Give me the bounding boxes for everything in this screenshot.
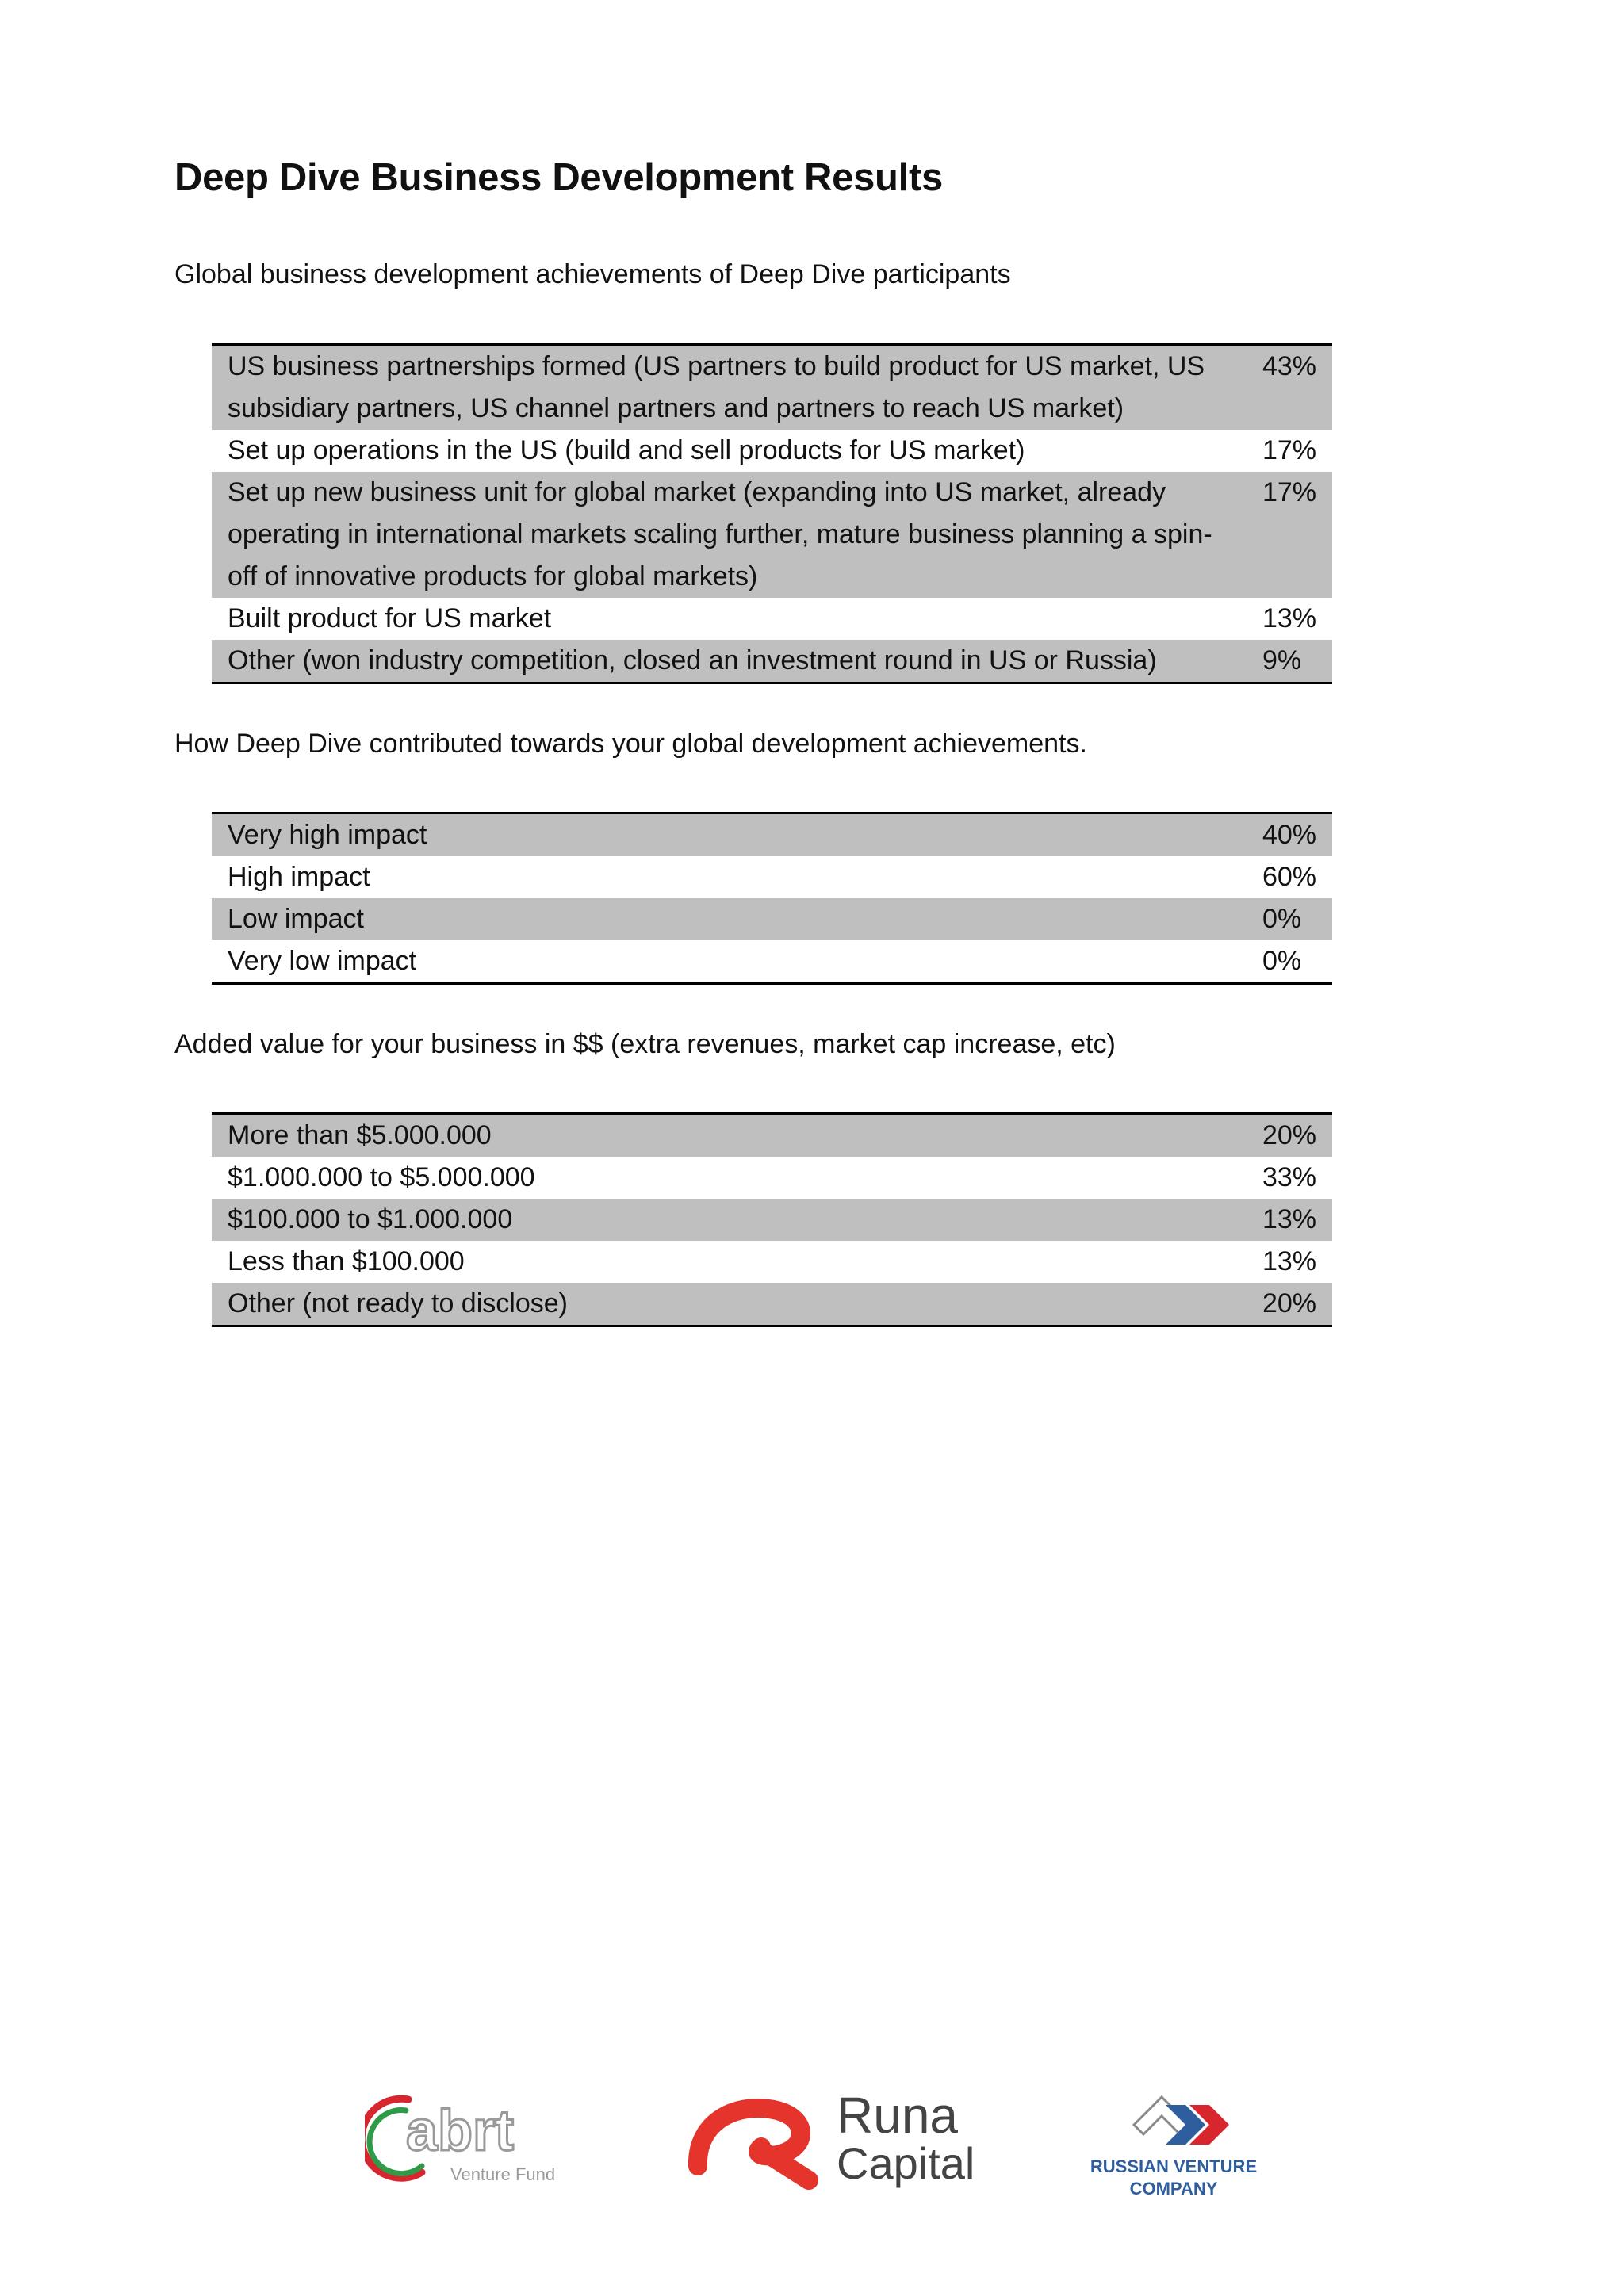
row-label: Built product for US market: [228, 603, 552, 633]
row-percentage: 13%: [1247, 1199, 1332, 1241]
page-title: Deep Dive Business Development Results: [174, 156, 943, 199]
row-label: US business partnerships formed (US partners to build product for US market, US subsidiary partners, US channel partners and partners to reach US market): [212, 345, 1247, 430]
abrt-tagline: Venture Fund: [450, 2164, 556, 2184]
abrt-wordmark: abrt: [406, 2099, 515, 2163]
row-label: Very low impact: [228, 946, 417, 976]
row-percentage: 0%: [1262, 946, 1302, 976]
table-row: [212, 940, 1332, 984]
row-label: $100.000 to $1.000.000: [212, 1199, 1247, 1241]
row-percentage: 20%: [1247, 1283, 1332, 1326]
added-value-table: [212, 1112, 1332, 1327]
row-label: High impact: [228, 862, 370, 892]
partner-logos: [365, 2077, 1269, 2220]
row-label: Very high impact: [212, 813, 1247, 857]
row-label: Low impact: [212, 898, 1247, 940]
row-label: Set up operations in the US (build and sell products for US market): [228, 435, 1025, 465]
row-percentage: 13%: [1262, 1246, 1316, 1276]
table-row: [212, 1241, 1332, 1283]
table-row: [212, 1114, 1332, 1158]
row-percentage: 43%: [1247, 345, 1332, 430]
table-row: [212, 640, 1332, 683]
row-label: Other (won industry competition, closed an investment round in US or Russia): [212, 640, 1247, 683]
abrt-venture-fund-logo: [365, 2077, 595, 2196]
table-row: [212, 430, 1332, 472]
section-intro-impact: How Deep Dive contributed towards your global development achievements.: [174, 729, 1087, 759]
table-row: [212, 598, 1332, 640]
table-row: [212, 1283, 1332, 1326]
table-row: [212, 345, 1332, 430]
row-percentage: 17%: [1262, 435, 1316, 465]
section-intro-added-value: Added value for your business in $$ (extra revenues, market cap increase, etc): [174, 1029, 1116, 1059]
rvc-line-2: COMPANY: [1129, 2179, 1218, 2198]
row-percentage: 9%: [1247, 640, 1332, 683]
runa-capital-logo: [682, 2077, 983, 2196]
row-percentage: 60%: [1262, 862, 1316, 892]
row-label: $1.000.000 to $5.000.000: [228, 1162, 535, 1192]
table-row: [212, 1157, 1332, 1199]
row-label: Other (not ready to disclose): [212, 1283, 1247, 1326]
row-label: Less than $100.000: [228, 1246, 465, 1276]
table-row: [212, 1199, 1332, 1241]
rvc-line-1: RUSSIAN VENTURE: [1090, 2156, 1258, 2176]
row-percentage: 33%: [1262, 1162, 1316, 1192]
table-row: [212, 856, 1332, 898]
table-row: [212, 813, 1332, 857]
russian-venture-company-logo: [1078, 2077, 1269, 2212]
row-percentage: 0%: [1247, 898, 1332, 940]
row-label: More than $5.000.000: [212, 1114, 1247, 1158]
table-row: [212, 472, 1332, 598]
row-percentage: 40%: [1247, 813, 1332, 857]
row-percentage: 20%: [1247, 1114, 1332, 1158]
row-label: Set up new business unit for global market (expanding into US market, already operating in international markets scaling further, mature business planning a spin-off of innovative products for global markets): [212, 472, 1247, 598]
section-intro-achievements: Global business development achievements of Deep Dive participants: [174, 259, 1011, 289]
row-percentage: 13%: [1262, 603, 1316, 633]
runa-wordmark: Runa: [837, 2087, 958, 2144]
impact-table: [212, 812, 1332, 985]
row-percentage: 17%: [1247, 472, 1332, 598]
capital-wordmark: Capital: [837, 2138, 975, 2188]
achievements-table: [212, 343, 1332, 684]
table-row: [212, 898, 1332, 940]
